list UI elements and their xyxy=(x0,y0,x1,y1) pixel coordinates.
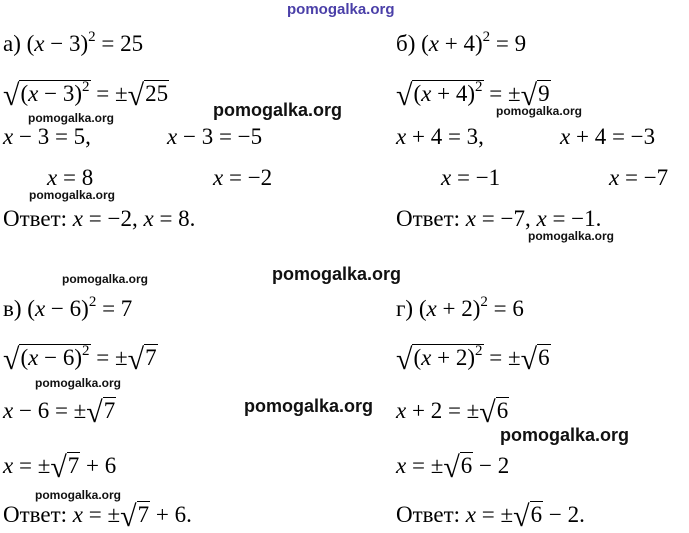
site-watermark: pomogalka.org xyxy=(496,104,583,118)
problem-b-root2: x = −7 xyxy=(609,165,669,190)
problem-v-solution: x = ±√7 + 6 xyxy=(3,451,117,484)
answer-word: Ответ: xyxy=(3,206,68,231)
problem-b-case2: x + 4 = −3 xyxy=(560,124,656,149)
problem-v-root-step: $√(x - 6)^2 = \pm√7$ xyxy=(3,343,157,376)
problem-b-label: б) xyxy=(396,31,416,56)
problem-a-case2: x − 3 = −5 xyxy=(167,124,263,149)
problem-v-equation: в) $(x - 6)^2 = 7$ xyxy=(3,294,133,321)
problem-a-equation: а) $(x - 3)^2 = 25$ xyxy=(3,29,144,56)
problem-b-case1: x + 4 = 3, xyxy=(396,124,484,149)
problem-a-answer: Ответ: x = −2, x = 8. xyxy=(3,206,196,231)
site-watermark: pomogalka.org xyxy=(244,396,374,416)
problem-g-equation: г) $(x + 2)^2 = 6$ xyxy=(396,294,524,321)
site-watermark: pomogalka.org xyxy=(272,264,402,284)
problem-g-linear: x + 2 = ±√6 xyxy=(396,396,509,429)
problem-b-answer: Ответ: x = −7, x = −1. xyxy=(396,206,602,231)
answer-word: Ответ: xyxy=(396,502,461,527)
problem-v-label: в) xyxy=(3,296,22,321)
problem-a-root-step: $√(x - 3)^2 = \pm√25$ xyxy=(3,79,169,112)
problem-a-label: а) xyxy=(3,31,21,56)
site-watermark: pomogalka.org xyxy=(213,100,343,120)
site-watermark: pomogalka.org xyxy=(62,272,149,286)
site-watermark: pomogalka.org xyxy=(29,188,116,202)
problem-a-root2: x = −2 xyxy=(213,165,273,190)
problem-v-linear: x − 6 = ±√7 xyxy=(3,396,116,429)
site-watermark: pomogalka.org xyxy=(28,111,115,125)
problem-g-solution: x = ±√6 − 2 xyxy=(396,451,510,484)
site-watermark: pomogalka.org xyxy=(528,229,615,243)
answer-word: Ответ: xyxy=(3,502,68,527)
problem-g-label: г) xyxy=(396,296,414,321)
answer-word: Ответ: xyxy=(396,206,461,231)
site-watermark: pomogalka.org xyxy=(35,488,122,502)
problem-v-answer: Ответ: x = ±√7 + 6. xyxy=(3,500,192,533)
site-watermark-top: pomogalka.org xyxy=(287,1,395,18)
problem-b-root1: x = −1 xyxy=(441,165,501,190)
problem-a-root1: x = 8 xyxy=(47,165,94,190)
site-watermark: pomogalka.org xyxy=(35,376,122,390)
problem-g-answer: Ответ: x = ±√6 − 2. xyxy=(396,500,585,533)
site-watermark: pomogalka.org xyxy=(500,425,630,445)
problem-b-root-step: $√(x + 4)^2 = \pm√9$ xyxy=(396,79,550,112)
problem-a-case1: x − 3 = 5, xyxy=(3,124,91,149)
problem-g-root-step: $√(x + 2)^2 = \pm√6$ xyxy=(396,343,550,376)
problem-b-equation: б) $(x + 4)^2 = 9$ xyxy=(396,29,527,56)
